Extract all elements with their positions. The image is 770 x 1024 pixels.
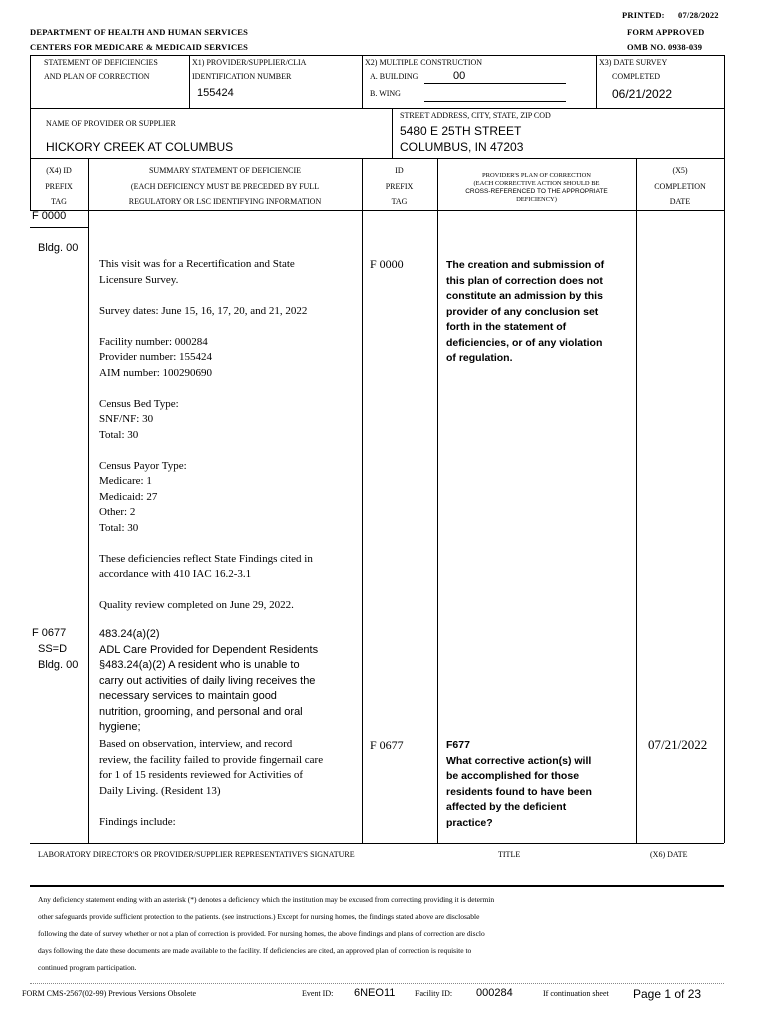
wing-label: B. WING bbox=[370, 89, 401, 98]
top-box-border bbox=[30, 55, 724, 56]
col-divider-4 bbox=[636, 158, 637, 843]
plan-header-3: CROSS-REFERENCED TO THE APPROPRIATE bbox=[465, 188, 608, 195]
summary-header-1: SUMMARY STATEMENT OF DEFICIENCIE bbox=[148, 166, 302, 175]
id-tag-f0677: F 0677 bbox=[370, 738, 404, 752]
prefix-tag-f0677: F 0677 bbox=[32, 627, 67, 639]
facility-id-value: 000284 bbox=[476, 987, 513, 999]
address-line-2: COLUMBUS, IN 47203 bbox=[400, 140, 524, 154]
printed-label: PRINTED: bbox=[622, 10, 665, 20]
col-divider-3 bbox=[437, 158, 438, 843]
x1-label-2: IDENTIFICATION NUMBER bbox=[192, 72, 292, 81]
regulation-text: 483.24(a)(2) ADL Care Provided for Dependent Residents §483.24(a)(2) A resident who is unable to carry out activities of daily living receives the necessary services to maintain good nutrition, grooming, and personal and oral hygiene; bbox=[99, 628, 319, 733]
plan-of-correction-1: The creation and submission of this plan of correction does not constitute an admission by this provider of any conclusion set forth in the statement of deficiencies, or of any violation of regulation. bbox=[446, 259, 605, 364]
wing-underline bbox=[424, 101, 566, 102]
omb-number: OMB NO. 0938-039 bbox=[627, 42, 703, 52]
building-tag-2: Bldg. 00 bbox=[38, 659, 79, 671]
col-header-bottom bbox=[30, 210, 724, 211]
building-label: A. BUILDING bbox=[370, 72, 419, 81]
summary-header-3: REGULATORY OR LSC IDENTIFYING INFORMATION bbox=[128, 197, 322, 206]
divider-x1 bbox=[189, 55, 190, 108]
statement-label-1: STATEMENT OF DEFICIENCIES bbox=[44, 58, 158, 67]
x4-header-2: PREFIX bbox=[45, 182, 73, 191]
plan-of-correction-2: F677 What corrective action(s) will be accomplished for those residents found to have been affected by the deficient practice? bbox=[446, 739, 592, 829]
top-box-bottom bbox=[30, 108, 724, 109]
page-number: Page 1 of 23 bbox=[633, 987, 702, 1001]
prefix-tag-divider bbox=[30, 227, 88, 228]
col-divider-1 bbox=[88, 158, 89, 843]
printed-date: 07/28/2022 bbox=[678, 10, 719, 20]
plan-header-2: (EACH CORRECTIVE ACTION SHOULD BE bbox=[473, 180, 600, 187]
finding-text: Based on observation, interview, and record review, the facility failed to provide fingernail care for 1 of 15 residents reviewed for Activities of Daily Living. (Resident 13) Findings include: bbox=[99, 738, 324, 828]
event-id-value: 6NEO11 bbox=[354, 987, 396, 999]
top-box-left-border bbox=[30, 55, 31, 108]
id-header-2: PREFIX bbox=[385, 182, 414, 191]
x2-label: X2) MULTIPLE CONSTRUCTION bbox=[365, 58, 483, 67]
building-underline bbox=[424, 83, 566, 84]
footer-divider bbox=[30, 983, 724, 984]
scope-severity: SS=D bbox=[38, 643, 68, 655]
provider-box-divider bbox=[392, 108, 393, 158]
x4-header-1: (X4) ID bbox=[46, 166, 72, 175]
address-label: STREET ADDRESS, CITY, STATE, ZIP COD bbox=[400, 111, 551, 120]
x5-header-2: COMPLETION bbox=[654, 182, 706, 191]
form-approved: FORM APPROVED bbox=[627, 27, 705, 37]
divider-x3 bbox=[596, 55, 597, 108]
provider-id: 155424 bbox=[197, 87, 234, 99]
summary-header-2: (EACH DEFICIENCY MUST BE PRECEDED BY FULL bbox=[130, 182, 320, 191]
facility-id-label: Facility ID: bbox=[415, 989, 453, 998]
title-label: TITLE bbox=[498, 850, 521, 859]
provider-box-right bbox=[724, 108, 725, 158]
id-tag-f0000: F 0000 bbox=[370, 257, 404, 271]
provider-name-label: NAME OF PROVIDER OR SUPPLIER bbox=[46, 119, 176, 128]
x3-label: X3) DATE SURVEY bbox=[599, 58, 668, 67]
provider-name: HICKORY CREEK AT COLUMBUS bbox=[46, 140, 234, 154]
continuation-label: If continuation sheet bbox=[543, 989, 609, 998]
top-box-right-border bbox=[724, 55, 725, 108]
col-divider-2 bbox=[362, 158, 363, 843]
centers-title: CENTERS FOR MEDICARE & MEDICAID SERVICES bbox=[30, 42, 249, 52]
signature-label: LABORATORY DIRECTOR'S OR PROVIDER/SUPPLIER REPRESENTATIVE'S SIGNATURE bbox=[38, 850, 355, 859]
summary-statement-1: This visit was for a Recertification and State Licensure Survey. Survey dates: June 15, 16, 17, 20, and 21, 2022 Facility number: 000284 Provider number: 155424 AIM number: 100290690 Census Bed Type: SNF/NF: 30 Total: 30 Census Payor Type: Medicare: 1 Medicaid: 27 Other: 2 Total: 30 These deficiencies reflect State Findings cited in accordance with 410 IAC 16.2-3.1 Quality review completed on June 29, 2022. bbox=[99, 258, 313, 611]
id-header-1: ID bbox=[395, 166, 404, 175]
prefix-tag-f0000: F 0000 bbox=[32, 210, 67, 222]
building-value: 00 bbox=[453, 70, 466, 82]
disclaimer-text: Any deficiency statement ending with an asterisk (*) denotes a deficiency which the institution may be excused from correcting providing it is determin other safeguards provide sufficient protection to the patients. (see instructions.) Except for nursing homes, the findings stated above are disclosable following the date of survey whether or not a plan of correction is provided. For nursing homes, the above findings and plans of correction are disclo days following the date these documents are made available to the facility. If deficiencies are cited, an approved plan of correction is requisite to continued program participation. bbox=[38, 895, 495, 972]
survey-date: 06/21/2022 bbox=[612, 87, 673, 101]
x1-label: X1) PROVIDER/SUPPLIER/CLIA bbox=[192, 58, 307, 67]
x5-header-3: DATE bbox=[669, 197, 691, 206]
completion-date: 07/21/2022 bbox=[648, 737, 708, 752]
x3-label-2: COMPLETED bbox=[612, 72, 660, 81]
event-id-label: Event ID: bbox=[302, 989, 334, 998]
dept-title: DEPARTMENT OF HEALTH AND HUMAN SERVICES bbox=[30, 27, 249, 37]
x4-header-3: TAG bbox=[51, 197, 67, 206]
building-tag: Bldg. 00 bbox=[38, 242, 79, 254]
form-number: FORM CMS-2567(02-99) Previous Versions Obsolete bbox=[22, 989, 197, 998]
table-bottom bbox=[30, 843, 724, 844]
provider-box-left bbox=[30, 108, 31, 158]
divider-x2 bbox=[362, 55, 363, 108]
id-header-3: TAG bbox=[391, 197, 408, 206]
address-line-1: 5480 E 25TH STREET bbox=[400, 124, 522, 138]
plan-header-4: DEFICIENCY) bbox=[516, 196, 557, 203]
plan-header-1: PROVIDER'S PLAN OF CORRECTION bbox=[482, 172, 591, 179]
col-right-border bbox=[724, 158, 725, 843]
statement-label-2: AND PLAN OF CORRECTION bbox=[44, 72, 150, 81]
provider-box-bottom bbox=[30, 158, 724, 159]
x5-header-1: (X5) bbox=[672, 166, 688, 175]
signature-bottom bbox=[30, 885, 724, 887]
date-label: (X6) DATE bbox=[650, 850, 688, 859]
